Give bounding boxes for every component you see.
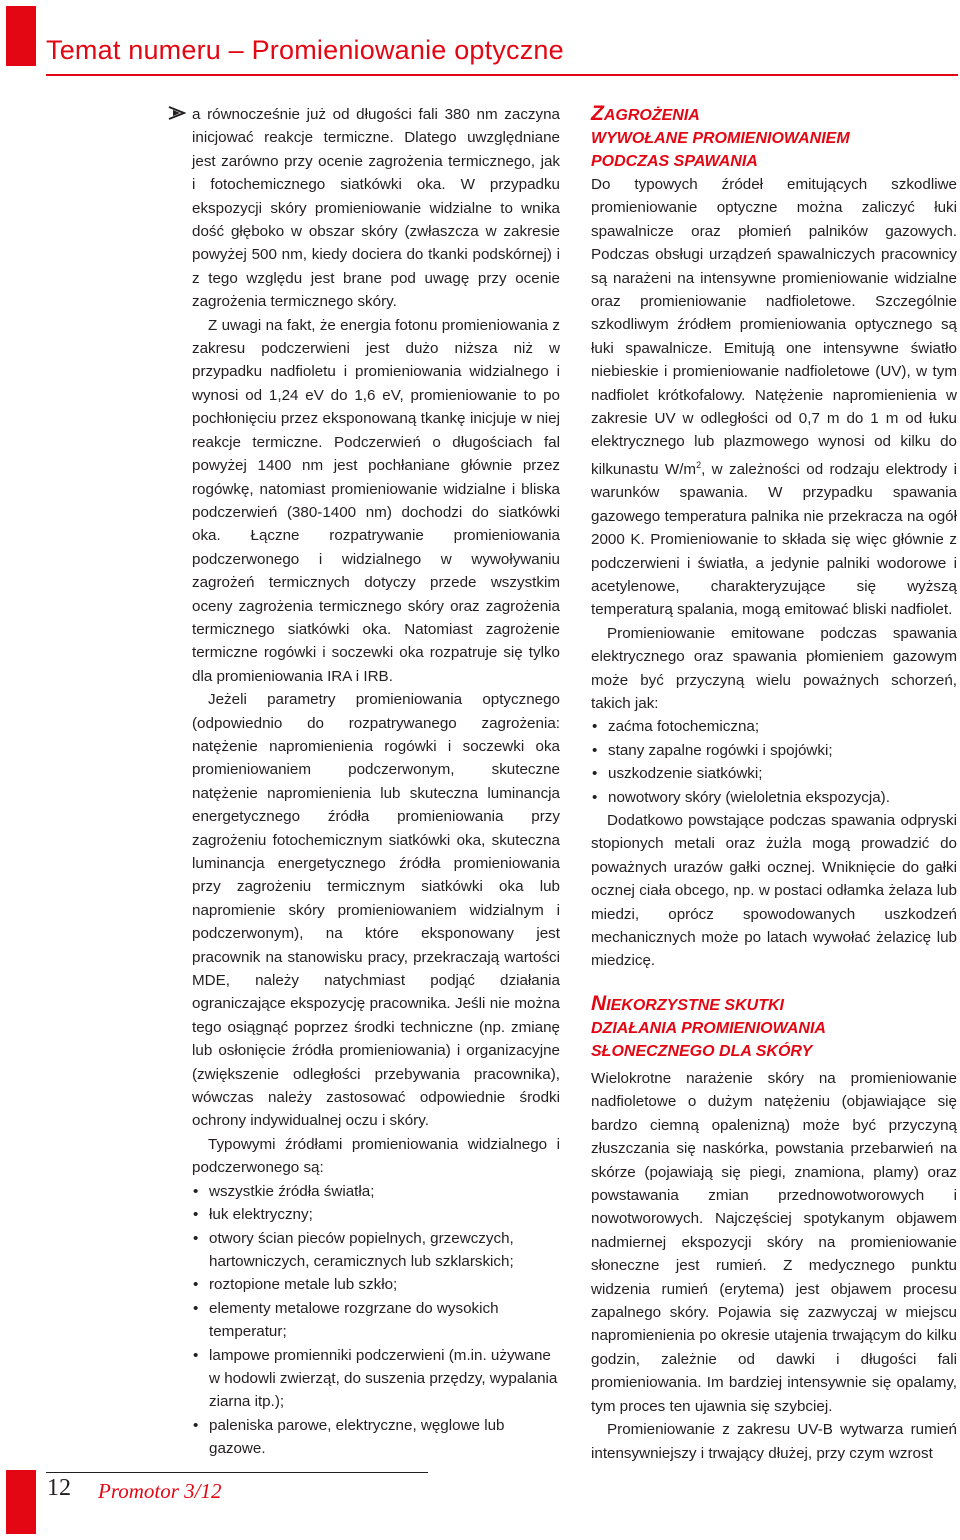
section-heading-sun-skin [591, 992, 826, 1063]
sources-list [192, 1180, 560, 1461]
list-item: • stany zapalne rogówki i spojówki; [591, 739, 957, 762]
paragraph: a równocześnie już od długości fali 380 nm zaczyna inicjować reakcje termiczne. Dlatego uwzględniane jest zarówno przy ocenie zagrożenia termicznego, jak i fotochemicznego siatkówki oka. W przypadku ekspozycji skóry promieniowanie widzialne to wnika dość głęboko w obszar skóry (zwłaszcza w zakresie powyżej 500 nm, kiedy dociera do tkanki podskórnej) i z tego względu jest brane pod uwagę przy ocenie zagrożenia termicznego skóry. [192, 106, 560, 311]
heading-text: AGROŻENIA [603, 107, 700, 124]
page-number: 12 [47, 1475, 71, 1501]
paragraph: Do typowych źródeł emitujących szkodliwe promieniowanie optyczne można zaliczyć łuki spawalnicze oraz płomień palników gazowych. Podczas obsługi urządzeń spawalniczych pracownicy są narażeni na intensywne promieniowanie widzialne oraz promieniowanie nadfioletowe. Szczególnie szkodliwym źródłem promieniowania optycznego są łuki spawalnicze. Emitują one intensywne światło niebieskie i promieniowanie nadfioletowe (UV), w tym nadfiolet krótkofalowy. Natężenie napromienienia w zakresie UV w odległości od 0,7 m do 1 m od łuku elektrycznego lub plazmowego wynosi od kilku do kilkunastu $W/m^2$, w zależności od rodzaju elektrody i warunków spawania. W przypadku spawania gazowego temperatura palnika nie przekracza na ogół 2000 K. Promieniowanie to składa się więc głównie z podczerwieni i światła, a jedynie palniki wodorowe i acetylenowe, charakteryzujące się wyższą temperaturą spalania, mogą emitować bliski nadfiolet. [591, 176, 957, 619]
paragraph: Wielokrotne narażenie skóry na promieniowanie nadfioletowe o dużym natężeniu (objawiające się bardzo ciemną opalenizną) może być przyczyną złuszczania się naskórka, powstania przebarwień na skórze (pojawiają się piegi, znamiona, plamy) oraz powstawania zmian przednowotworowych i nowotworowych. Najczęściej spotykanym objawem nadmiernej ekspozycji skóry na promieniowanie słoneczne jest rumień. Z medycznego punktu widzenia rumień (erytema) jest objawem procesu zapalnego skóry. Pojawia się zazwyczaj w miejscu napromienienia po okresie utajenia trwającym do kilku godzin, zależnie od dawki i długości fali promieniowania. Im bardziej intensywnie się opalamy, tym proces ten ujawnia się szybciej. [591, 1070, 957, 1415]
left-column [192, 103, 560, 1461]
footer-accent-bar [6, 1470, 36, 1534]
section-heading-welding [591, 102, 850, 173]
heading-text: SŁONECZNEGO DLA SKÓRY [591, 1043, 813, 1060]
heading-text: WYWOŁANE PROMIENIOWANIEM [591, 130, 850, 147]
right-column-lower [591, 1067, 957, 1465]
heading-initial: Z [591, 102, 604, 125]
list-item: • zaćma fotochemiczna; [591, 715, 957, 738]
list-item: • nowotwory skóry (wieloletnia ekspozycja). [591, 786, 957, 809]
right-column [591, 173, 957, 973]
issue-label: Promotor 3/12 [98, 1479, 222, 1503]
list-item: • uszkodzenie siatkówki; [591, 762, 957, 785]
page-title: Temat numeru – Promieniowanie optyczne [46, 35, 564, 65]
header-accent-bar [6, 6, 36, 66]
list-item: • łuk elektryczny; [192, 1203, 560, 1226]
heading-initial: N [591, 992, 607, 1015]
header-divider [46, 74, 958, 76]
continuation-arrow-icon [168, 106, 186, 120]
paragraph: Z uwagi na fakt, że energia fotonu promieniowania z zakresu podczerwieni jest dużo niższa niż w przypadku nadfioletu i promieniowania widzialnego i wynosi od 1,24 eV do 1,6 eV, promieniowanie to po pochłonięciu przez eksponowaną tkankę inicjuje w niej reakcje termiczne. Podczerwień o długościach fal powyżej 1400 nm jest pochłaniane głównie przez rogówkę, natomiast promieniowanie widzialne i bliska podczerwień (380-1400 nm) dochodzi do siatkówki oka. Łączne rozpatrywanie promieniowania podczerwonego i widzialnego w wywoływaniu zagrożeń termicznych dotyczy przede wszystkim oceny zagrożenia termicznego skóry oraz zagrożenia termicznego siatkówki oka. Natomiast zagrożenie termiczne rogówki i soczewki oka rozpatruje się tylko dla promieniowania IRA i IRB. [192, 316, 560, 685]
heading-text: PODCZAS SPAWANIA [591, 153, 758, 170]
list-item: • paleniska parowe, elektryczne, węglowe lub gazowe. [192, 1414, 560, 1461]
heading-text: DZIAŁANIA PROMIENIOWANIA [591, 1020, 826, 1037]
paragraph: Dodatkowo powstające podczas spawania odpryski stopionych metali oraz żużla mogą prowadzić do poważnych urazów gałki ocznej. Wniknięcie do gałki ocznej ciała obcego, np. w postaci odłamka żelaza lub miedzi, oprócz spowodowanych uszkodzeń mechanicznych może po latach wywołać żelazicę lub miedzicę. [591, 812, 957, 970]
list-item: • roztopione metale lub szkło; [192, 1273, 560, 1296]
paragraph: Jeżeli parametry promieniowania optycznego (odpowiednio do rozpatrywanego zagrożenia: natężenie napromienienia rogówki i soczewki oka promieniowaniem podczerwonym, skuteczne natężenie napromienienia lub skuteczna luminancja energetycznego źródła promieniowania przy zagrożeniu fotochemicznym siatkówki oka, skuteczna luminancja energetycznego źródła promieniowania przy zagrożeniu termicznym siatkówki oka lub napromienie skóry promieniowaniem widzialnym i podczerwonym), na które eksponowany jest pracownik na stanowisku pracy, przekraczają wartości MDE, należy natychmiast podjąć działania ograniczające ekspozycję pracownika. Jeśli nie można tego osiągnąć poprzez środki techniczne (np. zmianę lub osłonięcie źródła promieniowania) i organizacyjne (zwiększenie odległości przebywania pracownika), wówczas należy zastosować odpowiednie środki ochrony indywidualnej oczu i skóry. [192, 691, 560, 1130]
footer-divider [46, 1472, 428, 1473]
paragraph: Promieniowanie z zakresu UV-B wytwarza rumień intensywniejszy i trwający dłużej, przy czym wzrost [591, 1421, 957, 1462]
list-item: • otwory ścian pieców popielnych, grzewczych, hartowniczych, ceramicznych lub szklarskich; [192, 1227, 560, 1274]
list-item: • wszystkie źródła światła; [192, 1180, 560, 1203]
diseases-list [591, 715, 957, 809]
list-item: • lampowe promienniki podczerwieni (m.in. używane w hodowli zwierząt, do suszenia przędzy, wypalania ziarna itp.); [192, 1344, 560, 1414]
heading-text: IEKORZYSTNE SKUTKI [606, 997, 784, 1014]
paragraph: Typowymi źródłami promieniowania widzialnego i podczerwonego są: [192, 1135, 560, 1177]
list-item: • elementy metalowe rozgrzane do wysokich temperatur; [192, 1297, 560, 1344]
paragraph: Promieniowanie emitowane podczas spawania elektrycznego oraz spawania płomieniem gazowym może być przyczyną wielu poważnych schorzeń, takich jak: [591, 624, 957, 712]
